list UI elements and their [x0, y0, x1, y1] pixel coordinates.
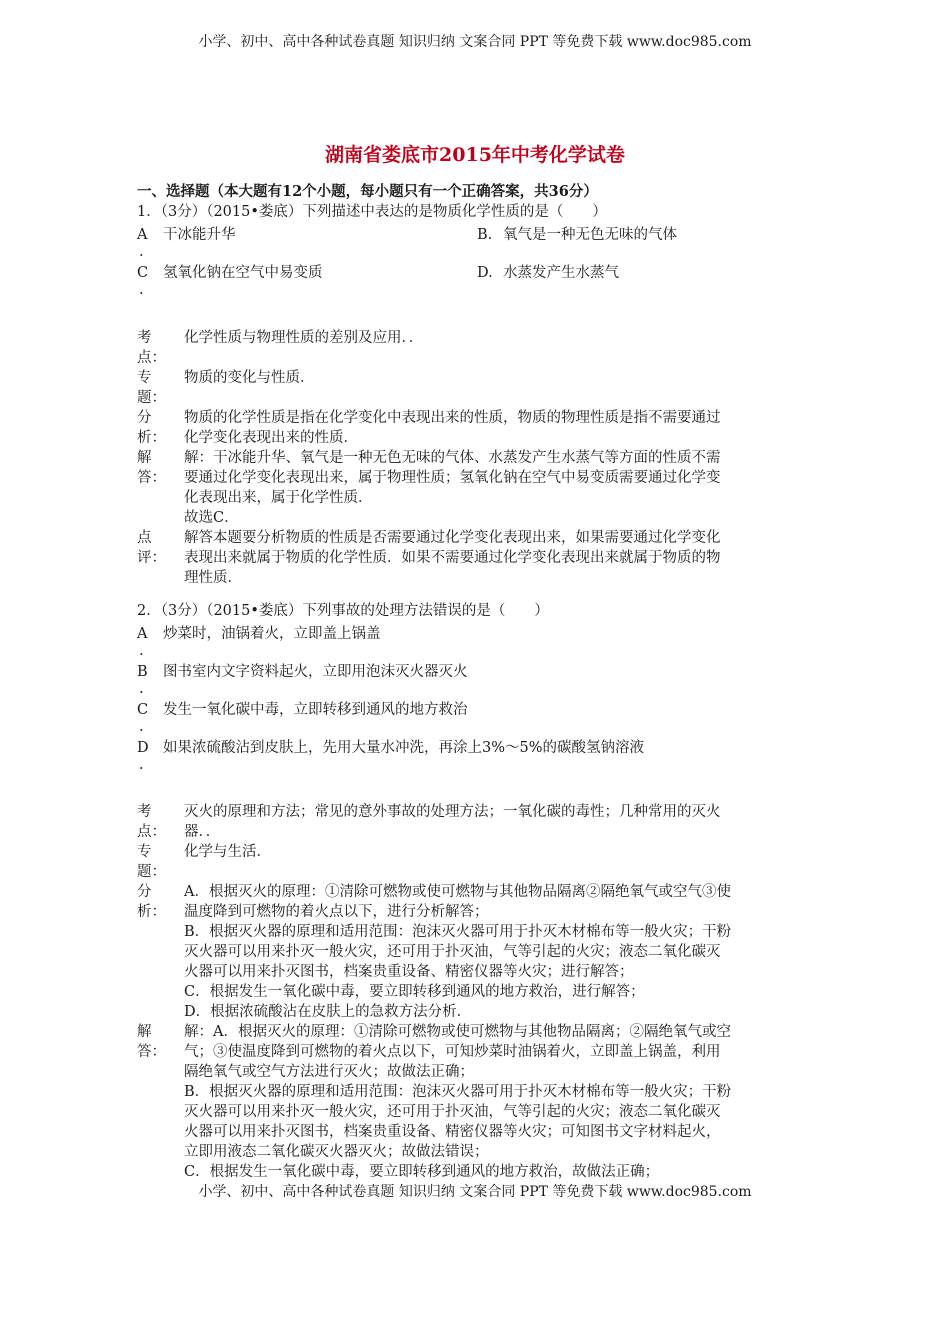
- question-1-analysis: [137, 328, 817, 588]
- option-b-text: 氧气是一种无色无味的气体: [503, 227, 677, 243]
- question-1-options-row-2: C . 氢氧化钠在空气中易变质 D. 水蒸发产生水蒸气: [137, 265, 619, 298]
- question-1-options-row-1: A . 干冰能升华 B. 氧气是一种无色无味的气体: [137, 227, 677, 260]
- q2-kaodian: 考 点： 灭火的原理和方法；常见的意外事故的处理方法；一氧化碳的毒性；几种常用的灭火 器．．: [137, 804, 721, 840]
- question-2-analysis: [137, 802, 817, 1182]
- q1-jieda: 解 答： 解：干冰能升华、氧气是一种无色无味的气体、水蒸发产生水蒸气等方面的性质不需 要通过化学变化表现出来，属于物理性质；氢氧化钠在空气中易变质需要通过化学变 化表现出来，属于化学性质． 故选C．: [137, 450, 721, 526]
- question-2: [137, 600, 817, 776]
- q2-fenxi: 分 析： A．根据灭火的原理：①清除可燃物或使可燃物与其他物品隔离②隔绝氧气或空气③使 温度降到可燃物的着火点以下，进行分析解答； B．根据灭火器的原理和适用范围：泡沫灭火器可用于扑灭木材棉布等一般火灾；干粉 灭火器可以用来扑灭一般火灾，还可用于扑灭油，气等引起的火灾；液态二氧化碳灭 火器可以用来扑灭图书，档案贵重设备、精密仪器等火灾；进行解答； C．根据发生一氧化碳中毒，要立即转移到通风的地方救治，进行解答； D．根据浓硫酸沾在皮肤上的急救方法分析．: [137, 884, 732, 1020]
- page-title: 湖南省娄底市2015年中考化学试卷: [325, 144, 625, 166]
- q2-option-a[interactable]: A . 炒菜时，油锅着火，立即盖上锅盖: [137, 626, 381, 659]
- q2-option-b-text: 图书室内文字资料起火，立即用泡沫灭火器灭火: [163, 664, 468, 680]
- q1-fenxi: 分 析： 物质的化学性质是指在化学变化中表现出来的性质，物质的物理性质是指不需要通过 化学变化表现出来的性质．: [137, 410, 721, 446]
- question-1-stem: 1．（3分）（2015•娄底）下列描述中表达的是物质化学性质的是（ ）: [137, 204, 607, 220]
- q2-option-a-text: 炒菜时，油锅着火，立即盖上锅盖: [163, 626, 381, 642]
- q2-option-c-text: 发生一氧化碳中毒，立即转移到通风的地方救治: [163, 702, 468, 718]
- option-c-text: 氢氧化钠在空气中易变质: [163, 265, 323, 281]
- q2-zhuanti: 专 题： 化学与生活．: [137, 844, 271, 880]
- option-d-text: 水蒸发产生水蒸气: [503, 265, 619, 281]
- q1-kaodian: 考 点： 化学性质与物理性质的差别及应用．．: [137, 330, 424, 366]
- page-footer: 小学、初中、高中各种试卷真题 知识归纳 文案合同 PPT 等免费下载 www.doc985.com: [198, 1184, 752, 1200]
- option-a-text: 干冰能升华: [163, 227, 236, 243]
- q2-option-c[interactable]: C . 发生一氧化碳中毒，立即转移到通风的地方救治: [137, 702, 468, 735]
- q1-dianping: 点 评： 解答本题要分析物质的性质是否需要通过化学变化表现出来，如果需要通过化学变化 表现出来就属于物质的化学性质．如果不需要通过化学变化表现出来就属于物质的物 理性质．: [137, 530, 721, 586]
- q2-option-d-text: 如果浓硫酸沾到皮肤上，先用大量水冲洗，再涂上3%～5%的碳酸氢钠溶液: [163, 740, 645, 756]
- q2-jieda: 解 答： 解：A．根据灭火的原理：①清除可燃物或使可燃物与其他物品隔离；②隔绝氧气或空 气；③使温度降到可燃物的着火点以下，可知炒菜时油锅着火，立即盖上锅盖，利用 隔绝氧气或空气方法进行灭火；故做法正确； B．根据灭火器的原理和适用范围：泡沫灭火器可用于扑灭木材棉布等一般火灾；干粉 灭火器可以用来扑灭一般火灾，还可用于扑灭油，气等引起的火灾；液态二氧化碳灭 火器可以用来扑灭图书，档案贵重设备、精密仪器等火灾；可知图书文字材料起火， 立即用液态二氧化碳灭火器灭火；故做法错误； C．根据发生一氧化碳中毒，要立即转移到通风的地方救治，故做法正确；: [137, 1024, 732, 1180]
- q1-zhuanti: 专 题： 物质的变化与性质．: [137, 370, 315, 406]
- q2-option-b[interactable]: B . 图书室内文字资料起火，立即用泡沫灭火器灭火: [137, 664, 468, 697]
- section-heading: 一、选择题（本大题有12个小题，每小题只有一个正确答案，共36分）: [137, 183, 598, 200]
- q2-option-d[interactable]: D . 如果浓硫酸沾到皮肤上，先用大量水冲洗，再涂上3%～5%的碳酸氢钠溶液: [137, 740, 645, 773]
- page-header: 小学、初中、高中各种试卷真题 知识归纳 文案合同 PPT 等免费下载 www.doc985.com: [198, 34, 752, 50]
- question-2-stem: 2．（3分）（2015•娄底）下列事故的处理方法错误的是（ ）: [137, 603, 549, 619]
- question-1: [137, 201, 817, 301]
